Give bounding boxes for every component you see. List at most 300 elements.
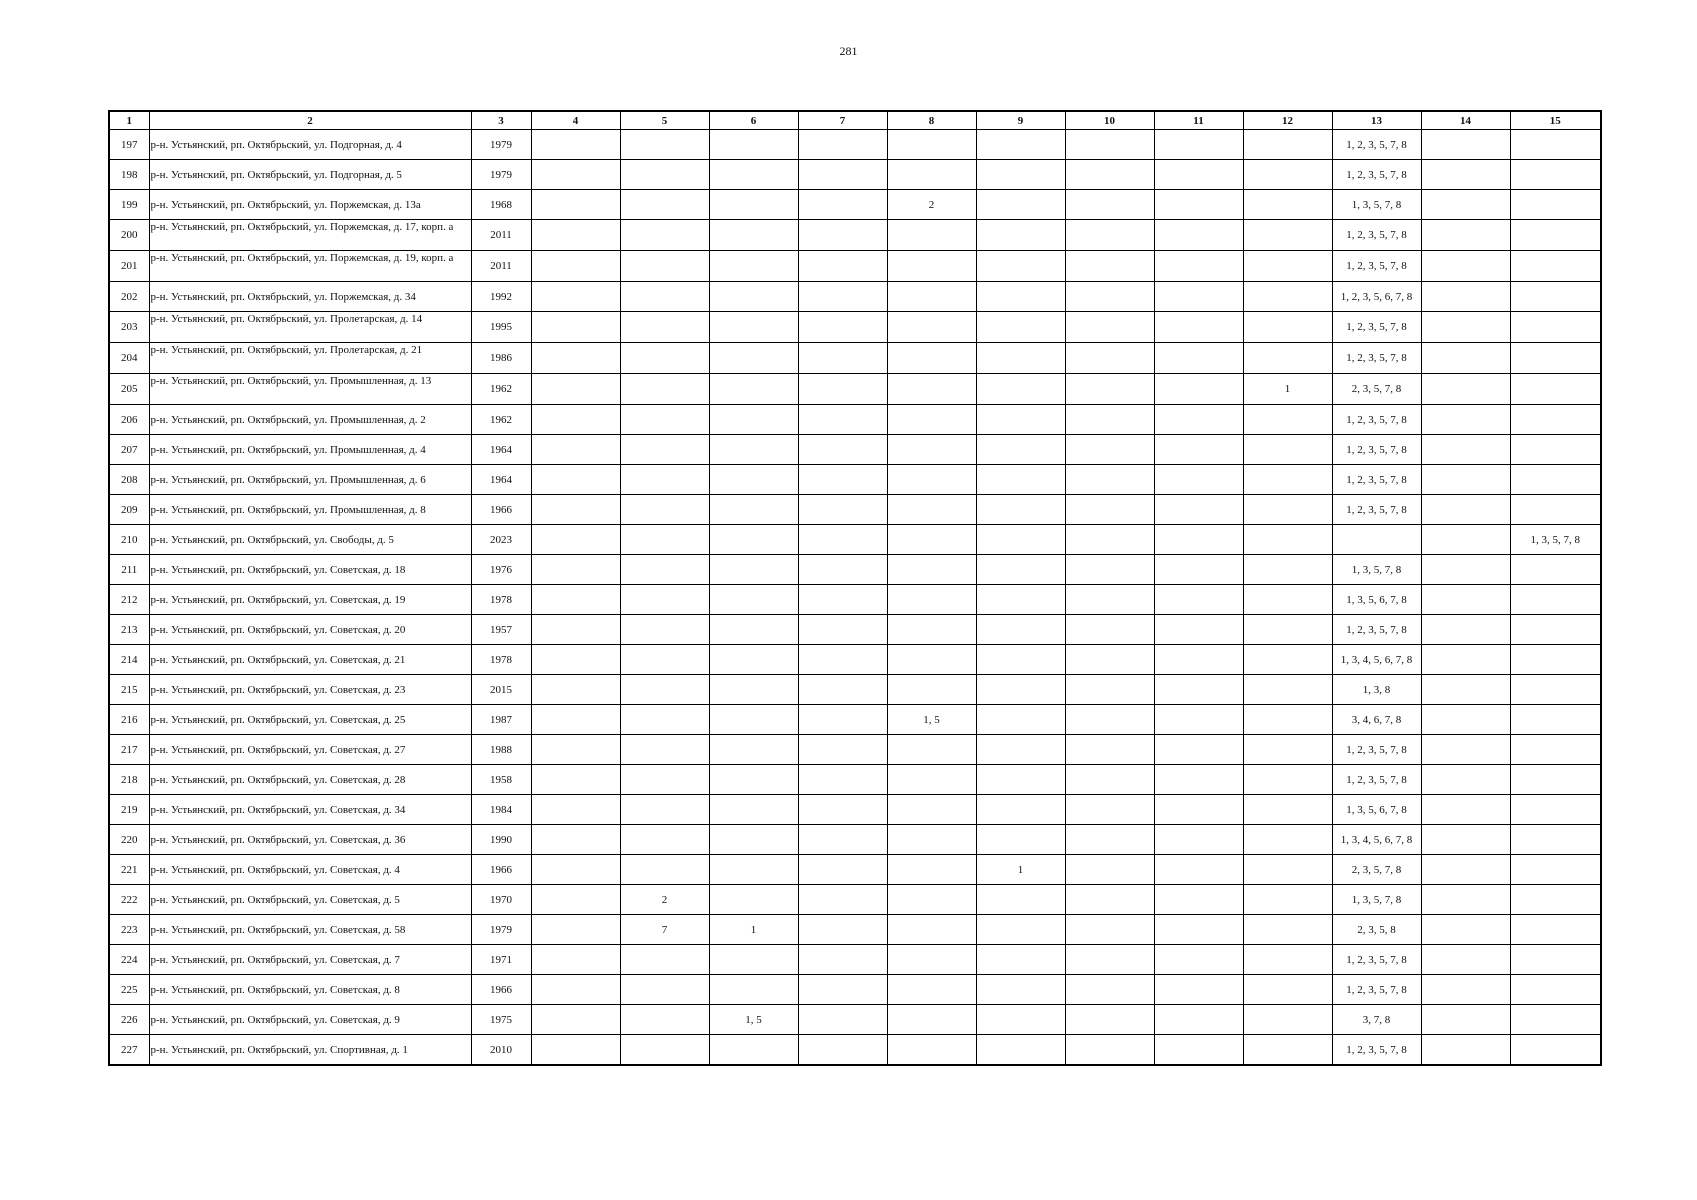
table-cell-col-5 xyxy=(620,735,709,765)
table-row xyxy=(109,585,1601,615)
table-cell-col-11 xyxy=(1154,675,1243,705)
table-cell-col-3: 1957 xyxy=(471,615,531,645)
table-cell-col-1: 201 xyxy=(109,251,149,282)
table-cell-col-13: 1, 2, 3, 5, 7, 8 xyxy=(1332,465,1421,495)
table-cell-col-13: 1, 3, 5, 7, 8 xyxy=(1332,885,1421,915)
table-row xyxy=(109,495,1601,525)
table-cell-col-14 xyxy=(1421,220,1510,251)
table-cell-col-1: 206 xyxy=(109,405,149,435)
table-cell-col-8 xyxy=(887,855,976,885)
table-cell-col-15 xyxy=(1510,615,1601,645)
table-cell-col-4 xyxy=(531,1005,620,1035)
table-cell-col-11 xyxy=(1154,855,1243,885)
table-cell-col-4 xyxy=(531,1035,620,1066)
table-cell-col-14 xyxy=(1421,465,1510,495)
table-row xyxy=(109,1035,1601,1066)
table-cell-col-12 xyxy=(1243,645,1332,675)
table-row xyxy=(109,405,1601,435)
table-cell-col-10 xyxy=(1065,251,1154,282)
table-cell-col-15 xyxy=(1510,1035,1601,1066)
table-cell-col-2: р-н. Устьянский, рп. Октябрьский, ул. Советская, д. 20 xyxy=(149,615,471,645)
table-cell-col-13: 1, 2, 3, 5, 7, 8 xyxy=(1332,405,1421,435)
table-cell-col-3: 1968 xyxy=(471,190,531,220)
table-cell-col-13: 1, 2, 3, 5, 7, 8 xyxy=(1332,435,1421,465)
table-cell-col-15 xyxy=(1510,1005,1601,1035)
table-header-row xyxy=(109,111,1601,130)
table-cell-col-3: 1962 xyxy=(471,374,531,405)
table-cell-col-8 xyxy=(887,405,976,435)
table-row xyxy=(109,160,1601,190)
table-cell-col-6 xyxy=(709,855,798,885)
table-cell-col-2: р-н. Устьянский, рп. Октябрьский, ул. Подгорная, д. 4 xyxy=(149,130,471,160)
table-cell-col-8 xyxy=(887,282,976,312)
table-cell-col-1: 214 xyxy=(109,645,149,675)
table-cell-col-11 xyxy=(1154,343,1243,374)
table-cell-col-8 xyxy=(887,343,976,374)
table-cell-col-4 xyxy=(531,190,620,220)
table-cell-col-14 xyxy=(1421,374,1510,405)
table-cell-col-14 xyxy=(1421,343,1510,374)
table-cell-col-2: р-н. Устьянский, рп. Октябрьский, ул. Промышленная, д. 8 xyxy=(149,495,471,525)
table-cell-col-2: р-н. Устьянский, рп. Октябрьский, ул. Промышленная, д. 4 xyxy=(149,435,471,465)
table-cell-col-10 xyxy=(1065,405,1154,435)
table-cell-col-3: 1966 xyxy=(471,855,531,885)
table-cell-col-2: р-н. Устьянский, рп. Октябрьский, ул. Советская, д. 7 xyxy=(149,945,471,975)
table-cell-col-5: 7 xyxy=(620,915,709,945)
table-cell-col-6 xyxy=(709,251,798,282)
table-cell-col-6 xyxy=(709,675,798,705)
table-row xyxy=(109,435,1601,465)
table-cell-col-1: 221 xyxy=(109,855,149,885)
table-cell-col-8 xyxy=(887,495,976,525)
table-cell-col-13: 1, 2, 3, 5, 7, 8 xyxy=(1332,945,1421,975)
table-cell-col-14 xyxy=(1421,160,1510,190)
table-cell-col-3: 1986 xyxy=(471,343,531,374)
table-cell-col-12 xyxy=(1243,765,1332,795)
table-cell-col-12 xyxy=(1243,220,1332,251)
column-header-13: 13 xyxy=(1332,111,1421,130)
table-cell-col-8 xyxy=(887,615,976,645)
table-cell-col-15 xyxy=(1510,160,1601,190)
table-cell-col-13: 1, 3, 8 xyxy=(1332,675,1421,705)
table-cell-col-8: 1, 5 xyxy=(887,705,976,735)
table-cell-col-14 xyxy=(1421,735,1510,765)
table-cell-col-10 xyxy=(1065,615,1154,645)
table-cell-col-6 xyxy=(709,190,798,220)
table-cell-col-12 xyxy=(1243,251,1332,282)
table-cell-col-1: 219 xyxy=(109,795,149,825)
table-cell-col-8 xyxy=(887,160,976,190)
table-cell-col-1: 223 xyxy=(109,915,149,945)
table-cell-col-7 xyxy=(798,915,887,945)
table-cell-col-7 xyxy=(798,312,887,343)
table-cell-col-4 xyxy=(531,160,620,190)
table-cell-col-1: 212 xyxy=(109,585,149,615)
table-cell-col-2: р-н. Устьянский, рп. Октябрьский, ул. Советская, д. 4 xyxy=(149,855,471,885)
table-row xyxy=(109,555,1601,585)
table-cell-col-7 xyxy=(798,405,887,435)
table-cell-col-5 xyxy=(620,585,709,615)
table-cell-col-13: 1, 2, 3, 5, 7, 8 xyxy=(1332,251,1421,282)
table-cell-col-11 xyxy=(1154,975,1243,1005)
table-cell-col-8 xyxy=(887,130,976,160)
table-cell-col-14 xyxy=(1421,705,1510,735)
table-cell-col-3: 1975 xyxy=(471,1005,531,1035)
table-cell-col-7 xyxy=(798,555,887,585)
table-cell-col-3: 1979 xyxy=(471,160,531,190)
table-cell-col-11 xyxy=(1154,705,1243,735)
table-cell-col-4 xyxy=(531,555,620,585)
table-cell-col-4 xyxy=(531,374,620,405)
table-cell-col-7 xyxy=(798,282,887,312)
table-cell-col-2: р-н. Устьянский, рп. Октябрьский, ул. Советская, д. 21 xyxy=(149,645,471,675)
table-cell-col-7 xyxy=(798,945,887,975)
table-cell-col-1: 211 xyxy=(109,555,149,585)
table-cell-col-5 xyxy=(620,525,709,555)
table-cell-col-9 xyxy=(976,795,1065,825)
table-cell-col-5 xyxy=(620,495,709,525)
table-cell-col-4 xyxy=(531,282,620,312)
table-cell-col-4 xyxy=(531,251,620,282)
table-cell-col-2: р-н. Устьянский, рп. Октябрьский, ул. Пролетарская, д. 21 xyxy=(149,343,471,374)
table-cell-col-6 xyxy=(709,975,798,1005)
table-cell-col-14 xyxy=(1421,312,1510,343)
table-cell-col-13: 1, 2, 3, 5, 6, 7, 8 xyxy=(1332,282,1421,312)
table-cell-col-6 xyxy=(709,495,798,525)
table-cell-col-15 xyxy=(1510,765,1601,795)
table-cell-col-3: 1966 xyxy=(471,975,531,1005)
table-cell-col-12 xyxy=(1243,885,1332,915)
table-cell-col-8 xyxy=(887,975,976,1005)
table-cell-col-5 xyxy=(620,555,709,585)
table-cell-col-7 xyxy=(798,190,887,220)
table-cell-col-14 xyxy=(1421,945,1510,975)
table-cell-col-2: р-н. Устьянский, рп. Октябрьский, ул. Промышленная, д. 13 xyxy=(149,374,471,405)
table-cell-col-6 xyxy=(709,282,798,312)
table-cell-col-14 xyxy=(1421,555,1510,585)
table-cell-col-14 xyxy=(1421,190,1510,220)
table-cell-col-15 xyxy=(1510,705,1601,735)
table-cell-col-13: 1, 2, 3, 5, 7, 8 xyxy=(1332,160,1421,190)
table-cell-col-7 xyxy=(798,465,887,495)
table-row xyxy=(109,374,1601,405)
column-header-2: 2 xyxy=(149,111,471,130)
table-cell-col-11 xyxy=(1154,915,1243,945)
table-cell-col-12 xyxy=(1243,405,1332,435)
table-cell-col-15 xyxy=(1510,220,1601,251)
table-cell-col-7 xyxy=(798,825,887,855)
column-header-14: 14 xyxy=(1421,111,1510,130)
table-cell-col-2: р-н. Устьянский, рп. Октябрьский, ул. Советская, д. 34 xyxy=(149,795,471,825)
table-cell-col-3: 1992 xyxy=(471,282,531,312)
table-cell-col-5 xyxy=(620,190,709,220)
table-cell-col-12 xyxy=(1243,795,1332,825)
table-cell-col-9 xyxy=(976,765,1065,795)
table-cell-col-3: 1978 xyxy=(471,585,531,615)
table-cell-col-7 xyxy=(798,525,887,555)
table-cell-col-4 xyxy=(531,675,620,705)
table-cell-col-10 xyxy=(1065,705,1154,735)
table-cell-col-15 xyxy=(1510,374,1601,405)
table-cell-col-9 xyxy=(976,615,1065,645)
table-cell-col-1: 199 xyxy=(109,190,149,220)
table-cell-col-11 xyxy=(1154,1035,1243,1066)
table-cell-col-4 xyxy=(531,795,620,825)
table-cell-col-7 xyxy=(798,435,887,465)
registry-table xyxy=(108,110,1602,1066)
table-cell-col-15 xyxy=(1510,945,1601,975)
table-row xyxy=(109,312,1601,343)
table-cell-col-1: 213 xyxy=(109,615,149,645)
table-cell-col-11 xyxy=(1154,615,1243,645)
table-cell-col-9 xyxy=(976,885,1065,915)
table-cell-col-3: 1976 xyxy=(471,555,531,585)
table-cell-col-5 xyxy=(620,343,709,374)
table-cell-col-12 xyxy=(1243,945,1332,975)
table-cell-col-12 xyxy=(1243,465,1332,495)
table-cell-col-8 xyxy=(887,251,976,282)
table-cell-col-1: 217 xyxy=(109,735,149,765)
table-cell-col-10 xyxy=(1065,585,1154,615)
table-cell-col-15: 1, 3, 5, 7, 8 xyxy=(1510,525,1601,555)
table-cell-col-8 xyxy=(887,465,976,495)
table-cell-col-4 xyxy=(531,465,620,495)
table-cell-col-10 xyxy=(1065,915,1154,945)
table-cell-col-7 xyxy=(798,343,887,374)
table-cell-col-1: 210 xyxy=(109,525,149,555)
table-cell-col-3: 2015 xyxy=(471,675,531,705)
table-cell-col-5 xyxy=(620,825,709,855)
table-cell-col-6: 1, 5 xyxy=(709,1005,798,1035)
table-cell-col-7 xyxy=(798,975,887,1005)
table-row xyxy=(109,645,1601,675)
table-cell-col-15 xyxy=(1510,130,1601,160)
table-cell-col-3: 2011 xyxy=(471,251,531,282)
table-row xyxy=(109,855,1601,885)
table-cell-col-13: 1, 2, 3, 5, 7, 8 xyxy=(1332,312,1421,343)
table-cell-col-15 xyxy=(1510,885,1601,915)
table-cell-col-8 xyxy=(887,735,976,765)
table-cell-col-5 xyxy=(620,675,709,705)
table-cell-col-2: р-н. Устьянский, рп. Октябрьский, ул. Спортивная, д. 1 xyxy=(149,1035,471,1066)
table-cell-col-3: 1987 xyxy=(471,705,531,735)
table-cell-col-4 xyxy=(531,975,620,1005)
table-cell-col-15 xyxy=(1510,465,1601,495)
table-cell-col-12 xyxy=(1243,525,1332,555)
column-header-15: 15 xyxy=(1510,111,1601,130)
table-cell-col-4 xyxy=(531,615,620,645)
table-cell-col-14 xyxy=(1421,885,1510,915)
table-cell-col-10 xyxy=(1065,765,1154,795)
table-cell-col-6 xyxy=(709,160,798,190)
table-cell-col-12 xyxy=(1243,675,1332,705)
table-cell-col-15 xyxy=(1510,795,1601,825)
table-cell-col-6 xyxy=(709,885,798,915)
table-cell-col-14 xyxy=(1421,525,1510,555)
table-cell-col-6 xyxy=(709,465,798,495)
table-cell-col-9 xyxy=(976,645,1065,675)
table-cell-col-15 xyxy=(1510,555,1601,585)
table-cell-col-15 xyxy=(1510,282,1601,312)
table-cell-col-2: р-н. Устьянский, рп. Октябрьский, ул. Поржемская, д. 17, корп. а xyxy=(149,220,471,251)
column-header-5: 5 xyxy=(620,111,709,130)
table-cell-col-13: 2, 3, 5, 7, 8 xyxy=(1332,855,1421,885)
table-cell-col-2: р-н. Устьянский, рп. Октябрьский, ул. Подгорная, д. 5 xyxy=(149,160,471,190)
table-cell-col-5 xyxy=(620,975,709,1005)
column-header-7: 7 xyxy=(798,111,887,130)
table-cell-col-9 xyxy=(976,312,1065,343)
table-cell-col-14 xyxy=(1421,1035,1510,1066)
table-cell-col-2: р-н. Устьянский, рп. Октябрьский, ул. Пролетарская, д. 14 xyxy=(149,312,471,343)
table-cell-col-1: 216 xyxy=(109,705,149,735)
table-cell-col-7 xyxy=(798,251,887,282)
table-cell-col-1: 200 xyxy=(109,220,149,251)
table-cell-col-2: р-н. Устьянский, рп. Октябрьский, ул. Советская, д. 5 xyxy=(149,885,471,915)
table-cell-col-1: 204 xyxy=(109,343,149,374)
table-cell-col-14 xyxy=(1421,615,1510,645)
table-cell-col-10 xyxy=(1065,435,1154,465)
table-cell-col-5 xyxy=(620,251,709,282)
table-cell-col-5 xyxy=(620,130,709,160)
table-cell-col-1: 222 xyxy=(109,885,149,915)
table-cell-col-11 xyxy=(1154,374,1243,405)
table-cell-col-15 xyxy=(1510,435,1601,465)
table-cell-col-14 xyxy=(1421,435,1510,465)
table-cell-col-8 xyxy=(887,374,976,405)
table-cell-col-5 xyxy=(620,405,709,435)
table-cell-col-12 xyxy=(1243,495,1332,525)
table-cell-col-9 xyxy=(976,160,1065,190)
table-cell-col-1: 226 xyxy=(109,1005,149,1035)
table-cell-col-14 xyxy=(1421,405,1510,435)
table-cell-col-11 xyxy=(1154,885,1243,915)
table-cell-col-11 xyxy=(1154,525,1243,555)
table-cell-col-7 xyxy=(798,765,887,795)
table-cell-col-6 xyxy=(709,435,798,465)
table-cell-col-13: 1, 2, 3, 5, 7, 8 xyxy=(1332,1035,1421,1066)
table-cell-col-13: 1, 2, 3, 5, 7, 8 xyxy=(1332,130,1421,160)
table-cell-col-7 xyxy=(798,220,887,251)
table-cell-col-8 xyxy=(887,525,976,555)
table-cell-col-7 xyxy=(798,885,887,915)
table-cell-col-11 xyxy=(1154,735,1243,765)
table-cell-col-12 xyxy=(1243,435,1332,465)
table-cell-col-11 xyxy=(1154,555,1243,585)
table-cell-col-6 xyxy=(709,555,798,585)
table-cell-col-9: 1 xyxy=(976,855,1065,885)
table-cell-col-1: 203 xyxy=(109,312,149,343)
table-cell-col-1: 197 xyxy=(109,130,149,160)
table-cell-col-9 xyxy=(976,251,1065,282)
table-cell-col-10 xyxy=(1065,374,1154,405)
table-cell-col-11 xyxy=(1154,251,1243,282)
table-cell-col-12 xyxy=(1243,585,1332,615)
table-cell-col-14 xyxy=(1421,915,1510,945)
table-cell-col-11 xyxy=(1154,765,1243,795)
table-cell-col-14 xyxy=(1421,1005,1510,1035)
table-cell-col-10 xyxy=(1065,190,1154,220)
table-cell-col-15 xyxy=(1510,645,1601,675)
table-cell-col-14 xyxy=(1421,855,1510,885)
table-cell-col-9 xyxy=(976,405,1065,435)
table-cell-col-1: 209 xyxy=(109,495,149,525)
table-cell-col-13: 1, 3, 5, 7, 8 xyxy=(1332,190,1421,220)
table-cell-col-9 xyxy=(976,975,1065,1005)
table-row xyxy=(109,465,1601,495)
table-cell-col-10 xyxy=(1065,465,1154,495)
table-cell-col-8 xyxy=(887,945,976,975)
table-cell-col-7 xyxy=(798,705,887,735)
table-row xyxy=(109,795,1601,825)
table-cell-col-15 xyxy=(1510,312,1601,343)
table-cell-col-2: р-н. Устьянский, рп. Октябрьский, ул. Советская, д. 9 xyxy=(149,1005,471,1035)
table-cell-col-7 xyxy=(798,495,887,525)
table-cell-col-7 xyxy=(798,1035,887,1066)
table-cell-col-3: 1995 xyxy=(471,312,531,343)
table-cell-col-9 xyxy=(976,1035,1065,1066)
table-cell-col-4 xyxy=(531,343,620,374)
table-row xyxy=(109,282,1601,312)
table-cell-col-11 xyxy=(1154,645,1243,675)
table-cell-col-9 xyxy=(976,495,1065,525)
table-cell-col-5 xyxy=(620,465,709,495)
table-cell-col-7 xyxy=(798,615,887,645)
table-cell-col-12 xyxy=(1243,282,1332,312)
table-body xyxy=(109,130,1601,1066)
table-cell-col-3: 1958 xyxy=(471,765,531,795)
table-cell-col-11 xyxy=(1154,585,1243,615)
table-cell-col-11 xyxy=(1154,190,1243,220)
table-cell-col-3: 1979 xyxy=(471,130,531,160)
table-cell-col-4 xyxy=(531,130,620,160)
table-cell-col-13: 1, 3, 4, 5, 6, 7, 8 xyxy=(1332,825,1421,855)
table-cell-col-6 xyxy=(709,795,798,825)
table-cell-col-2: р-н. Устьянский, рп. Октябрьский, ул. Промышленная, д. 6 xyxy=(149,465,471,495)
table-cell-col-1: 225 xyxy=(109,975,149,1005)
table-cell-col-11 xyxy=(1154,795,1243,825)
table-row xyxy=(109,251,1601,282)
table-cell-col-10 xyxy=(1065,312,1154,343)
table-cell-col-14 xyxy=(1421,251,1510,282)
table-cell-col-9 xyxy=(976,675,1065,705)
table-row xyxy=(109,915,1601,945)
table-cell-col-11 xyxy=(1154,1005,1243,1035)
table-cell-col-10 xyxy=(1065,282,1154,312)
table-cell-col-5 xyxy=(620,765,709,795)
table-row xyxy=(109,1005,1601,1035)
table-cell-col-7 xyxy=(798,795,887,825)
table-cell-col-5 xyxy=(620,220,709,251)
table-cell-col-8 xyxy=(887,1005,976,1035)
table-cell-col-6 xyxy=(709,645,798,675)
table-cell-col-3: 1984 xyxy=(471,795,531,825)
table-cell-col-3: 1970 xyxy=(471,885,531,915)
table-cell-col-13: 1, 2, 3, 5, 7, 8 xyxy=(1332,765,1421,795)
table-cell-col-1: 202 xyxy=(109,282,149,312)
table-cell-col-10 xyxy=(1065,220,1154,251)
column-header-6: 6 xyxy=(709,111,798,130)
table-cell-col-7 xyxy=(798,130,887,160)
table-cell-col-4 xyxy=(531,735,620,765)
table-cell-col-5 xyxy=(620,1035,709,1066)
table-cell-col-1: 208 xyxy=(109,465,149,495)
table-cell-col-10 xyxy=(1065,130,1154,160)
table-cell-col-6 xyxy=(709,374,798,405)
table-cell-col-3: 1962 xyxy=(471,405,531,435)
table-cell-col-15 xyxy=(1510,190,1601,220)
table-cell-col-15 xyxy=(1510,675,1601,705)
table-cell-col-4 xyxy=(531,435,620,465)
